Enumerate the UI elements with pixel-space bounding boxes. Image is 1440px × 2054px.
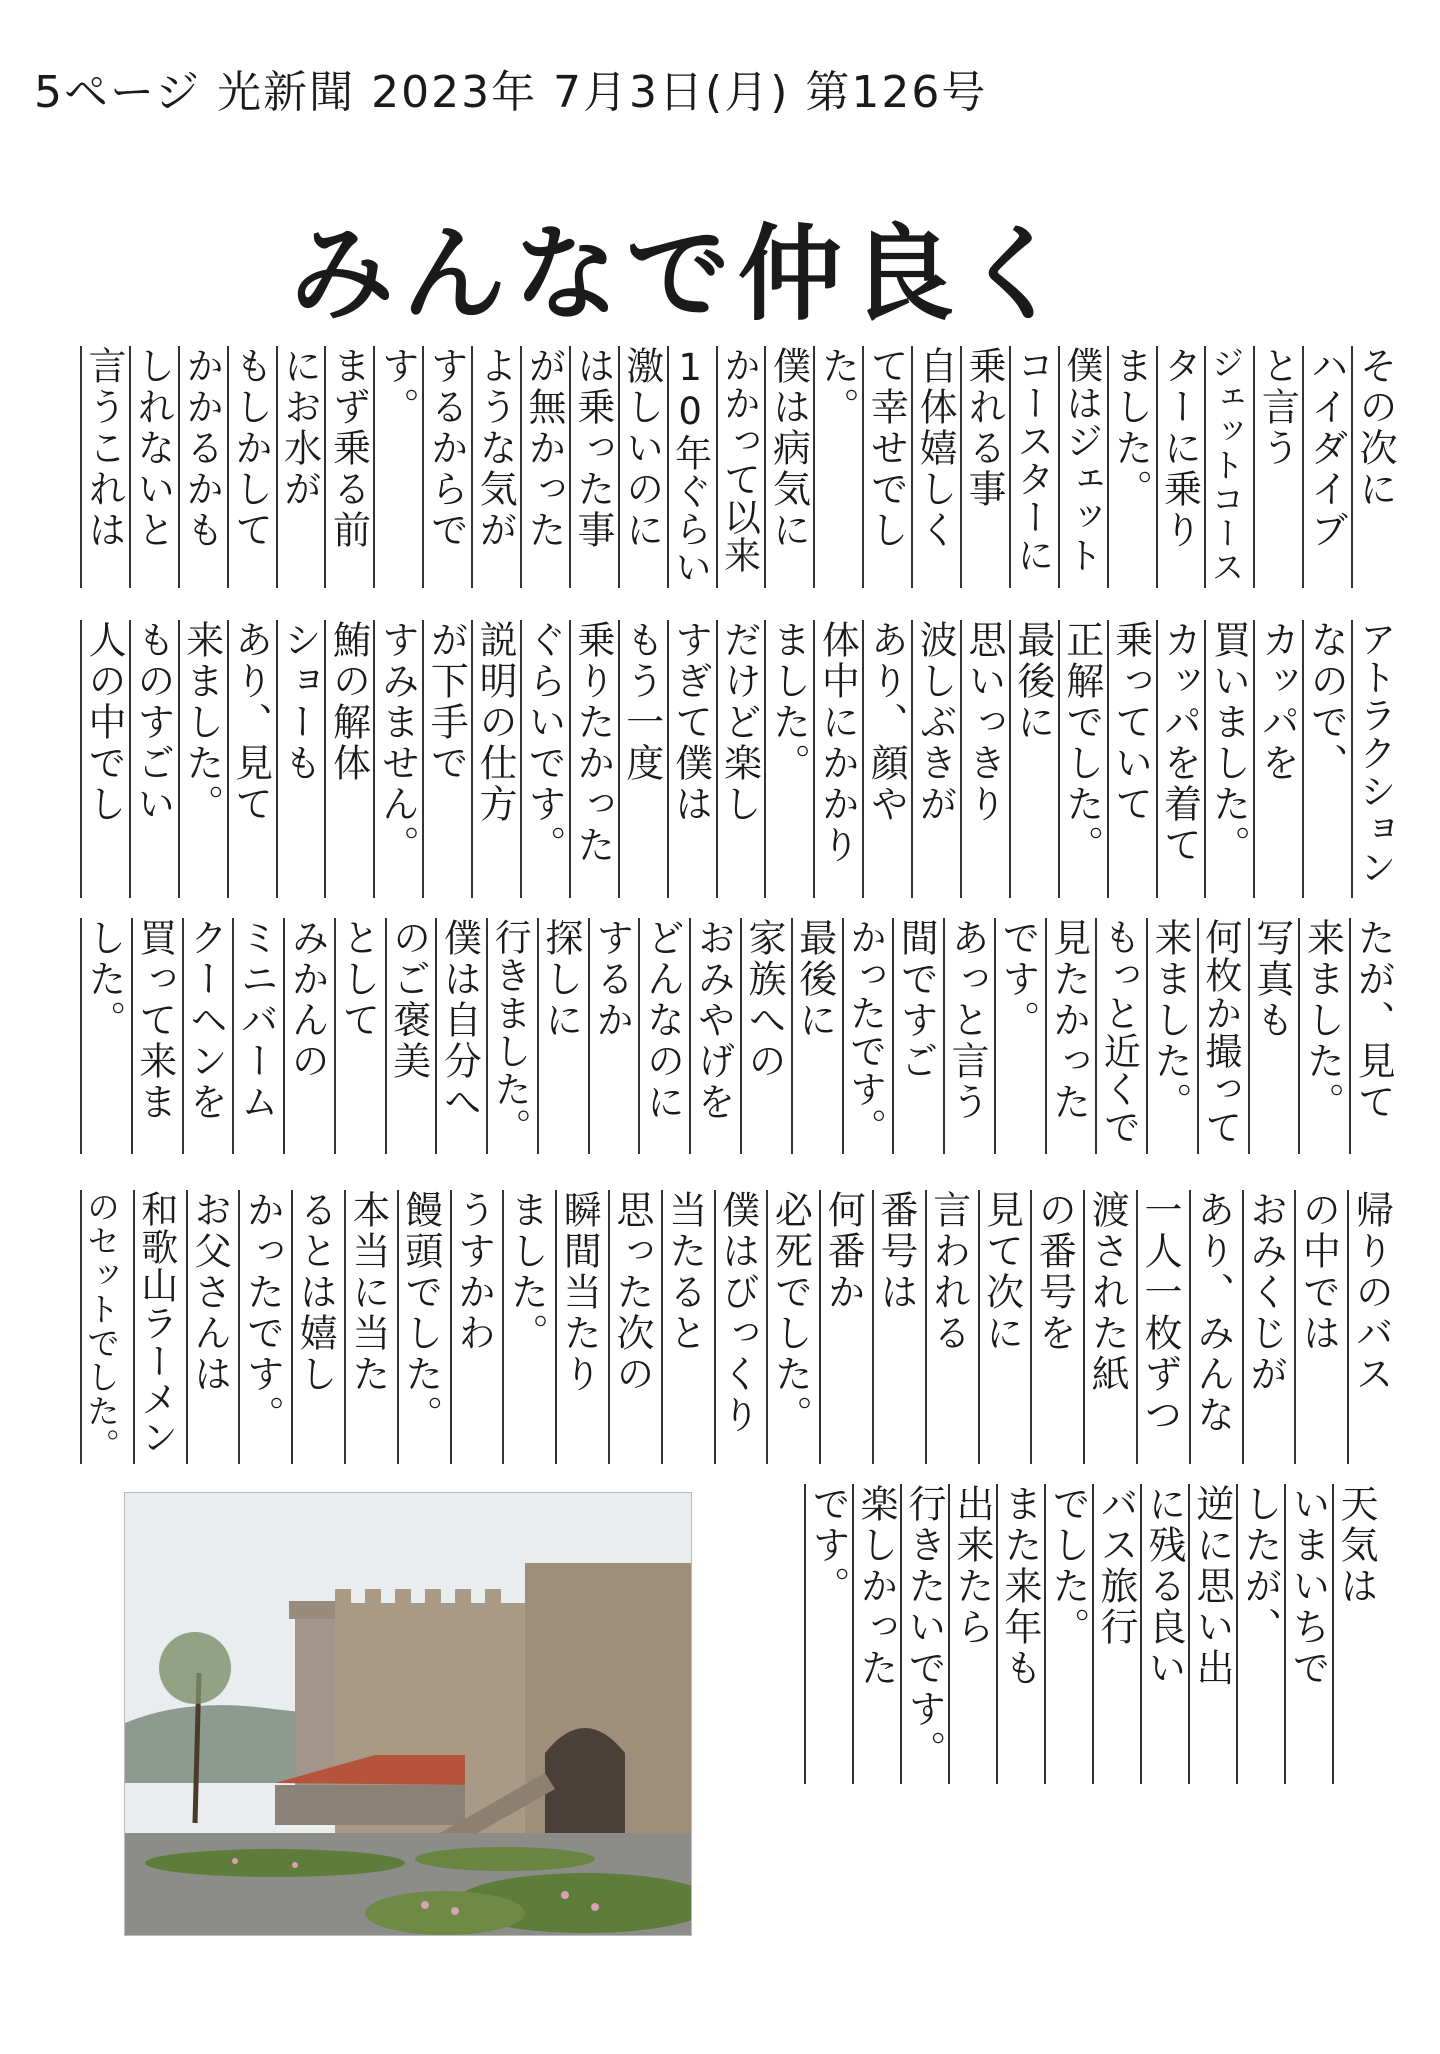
- text-column: るとは嬉し: [293, 1190, 338, 1395]
- text-column: 間ですご: [894, 918, 939, 1082]
- text-column: ました。: [504, 1190, 549, 1354]
- text-column: 何番か: [821, 1190, 866, 1313]
- text-column: 僕はびっくり: [715, 1190, 760, 1436]
- text-column: おみやげを: [691, 918, 736, 1123]
- text-column: 思った次の: [610, 1190, 654, 1395]
- text-column: 自体嬉しく: [913, 346, 958, 551]
- text-column: ショーも: [277, 620, 322, 784]
- text-column: 来ました。: [1300, 918, 1345, 1123]
- text-column: すぎて僕は: [668, 620, 713, 825]
- text-column: ました。: [766, 620, 811, 784]
- text-column: 買って来ま: [132, 918, 177, 1123]
- text-column: 出来たら: [950, 1484, 994, 1648]
- text-column: また来年も: [998, 1484, 1042, 1689]
- text-column: 本当に当た: [346, 1190, 390, 1395]
- text-column: と言う: [1255, 346, 1300, 469]
- text-column: だけど楽し: [717, 620, 762, 825]
- text-column: もう一度: [619, 620, 664, 784]
- text-column: 何枚か撮って: [1198, 918, 1242, 1146]
- text-section-1: [80, 346, 1400, 588]
- text-column: として: [335, 918, 380, 1041]
- text-column: どんなのに: [640, 918, 685, 1123]
- text-column: あり、みんな: [1190, 1190, 1235, 1436]
- text-column: ジェットコース: [1206, 346, 1246, 584]
- text-column: カッパを: [1255, 620, 1300, 784]
- text-section-3: [80, 918, 1400, 1154]
- text-column: 僕は病気に: [766, 346, 811, 551]
- text-column: たが、見て: [1351, 918, 1396, 1123]
- text-column: のご褒美: [386, 918, 431, 1082]
- text-column: 探しに: [538, 918, 583, 1041]
- text-column: 説明の仕方: [473, 620, 518, 825]
- text-column: するからで: [424, 346, 469, 551]
- text-column: あり、見て: [228, 620, 273, 825]
- text-column: 来ました。: [1148, 918, 1193, 1123]
- text-column: もしかして: [228, 346, 273, 551]
- text-column: カッパを着て: [1157, 620, 1202, 866]
- text-column: が下手で: [424, 620, 469, 784]
- text-column: コースターに: [1010, 346, 1054, 574]
- text-column: 人の中でし: [82, 620, 126, 825]
- text-column: 饅頭でした。: [398, 1190, 443, 1436]
- text-column: おみくじが: [1243, 1190, 1288, 1395]
- text-column: です。: [995, 918, 1040, 1041]
- text-section-2: [80, 620, 1400, 898]
- text-column: すみません。: [375, 620, 420, 866]
- text-column: 一人一枚ずつ: [1138, 1190, 1182, 1436]
- text-column: みかんの: [285, 918, 330, 1082]
- text-column: 波しぶきが: [913, 620, 958, 825]
- text-column: 来ました。: [179, 620, 224, 825]
- text-column: 和歌山ラーメン: [134, 1190, 178, 1456]
- text-column: す。: [375, 346, 420, 428]
- text-column: 鮪の解体: [326, 620, 371, 784]
- text-column: かったです。: [240, 1190, 285, 1436]
- text-column: ターに乗り: [1157, 346, 1202, 551]
- text-section-5: [760, 1484, 1380, 1784]
- text-column: なので、: [1304, 620, 1349, 784]
- text-column: 乗りたかった: [570, 620, 615, 866]
- text-column: にお水が: [277, 346, 322, 510]
- text-column: もっと近くで: [1097, 918, 1141, 1146]
- text-column: ものすごい: [130, 620, 175, 825]
- text-column: ミニバーム: [234, 918, 279, 1123]
- text-column: ぐらいです。: [522, 620, 566, 866]
- text-column: 行きたいです。: [902, 1484, 946, 1771]
- text-column: かったです。: [843, 918, 887, 1146]
- text-column: 瞬間当たり: [557, 1190, 602, 1395]
- text-column: かかって以来: [717, 346, 761, 574]
- text-column: 家族への: [742, 918, 786, 1082]
- text-column: その次に: [1353, 346, 1398, 510]
- text-column: あっと言う: [945, 918, 990, 1123]
- text-column: が無かった: [522, 346, 566, 551]
- text-column: するか: [589, 918, 634, 1041]
- text-column: 思いっきり: [962, 620, 1006, 825]
- text-column: 帰りのバス: [1349, 1190, 1394, 1395]
- text-column: まず乗る前: [326, 346, 371, 551]
- article-title: みんなで仲良く: [290, 213, 1075, 335]
- text-column: 当たると: [662, 1190, 707, 1354]
- text-column: 最後に: [792, 918, 837, 1041]
- text-column: アトラクション: [1353, 620, 1397, 886]
- text-column: 見て次に: [979, 1190, 1024, 1354]
- newspaper-header: 5ページ 光新聞 2023年 7月3日(月) 第126号: [34, 67, 988, 118]
- text-column: 最後に: [1010, 620, 1055, 743]
- text-column: 僕は自分へ: [437, 918, 482, 1123]
- text-column: した。: [82, 918, 126, 1041]
- text-column: 必死でした。: [768, 1190, 813, 1436]
- text-column: 言うこれは: [82, 346, 126, 551]
- text-column: 激しいのに: [619, 346, 664, 551]
- text-column: したが、: [1238, 1484, 1282, 1648]
- text-column: かかるかも: [179, 346, 224, 551]
- text-column: でした。: [1046, 1484, 1090, 1648]
- text-column: 体中にかかり: [815, 620, 860, 866]
- text-section-4: [80, 1190, 1400, 1464]
- text-column: 写真も: [1249, 918, 1294, 1041]
- text-column: クーヘンを: [183, 918, 228, 1123]
- castle-photo: [124, 1492, 692, 1936]
- text-column: 渡された紙: [1085, 1190, 1130, 1395]
- text-column: に残る良い: [1142, 1484, 1186, 1689]
- text-column: 楽しかった: [854, 1484, 898, 1689]
- text-column: 番号は: [874, 1190, 918, 1313]
- text-column: 行きました。: [488, 918, 532, 1146]
- text-column: です。: [806, 1484, 850, 1607]
- text-column: バス旅行: [1094, 1484, 1138, 1648]
- text-column: うすかわ: [451, 1190, 496, 1354]
- text-column: 天気は: [1334, 1484, 1378, 1607]
- text-column: 買いました。: [1206, 620, 1251, 866]
- text-column: のセットでした。: [82, 1190, 121, 1462]
- text-column: の番号を: [1032, 1190, 1077, 1354]
- text-column: は乗った事: [570, 346, 615, 551]
- text-column: お父さんは: [187, 1190, 232, 1395]
- text-column: 見たかった: [1046, 918, 1091, 1123]
- text-column: しれないと: [130, 346, 175, 551]
- text-column: 10年ぐらい: [668, 346, 712, 586]
- text-column: いまいちで: [1286, 1484, 1330, 1689]
- text-column: あり、顔や: [864, 620, 909, 825]
- text-column: 言われる: [926, 1190, 971, 1354]
- text-column: ました。: [1108, 346, 1153, 510]
- text-column: 正解でした。: [1059, 620, 1104, 866]
- text-column: ような気が: [473, 346, 518, 551]
- text-column: 僕はジェット: [1059, 346, 1103, 574]
- text-column: ハイダイブ: [1304, 346, 1349, 551]
- text-column: た。: [815, 346, 860, 428]
- text-column: 乗れる事: [962, 346, 1006, 510]
- text-column: 乗っていて: [1108, 620, 1153, 825]
- text-column: て幸せでし: [864, 346, 909, 551]
- text-column: 逆に思い出: [1190, 1484, 1234, 1689]
- text-column: の中では: [1296, 1190, 1341, 1354]
